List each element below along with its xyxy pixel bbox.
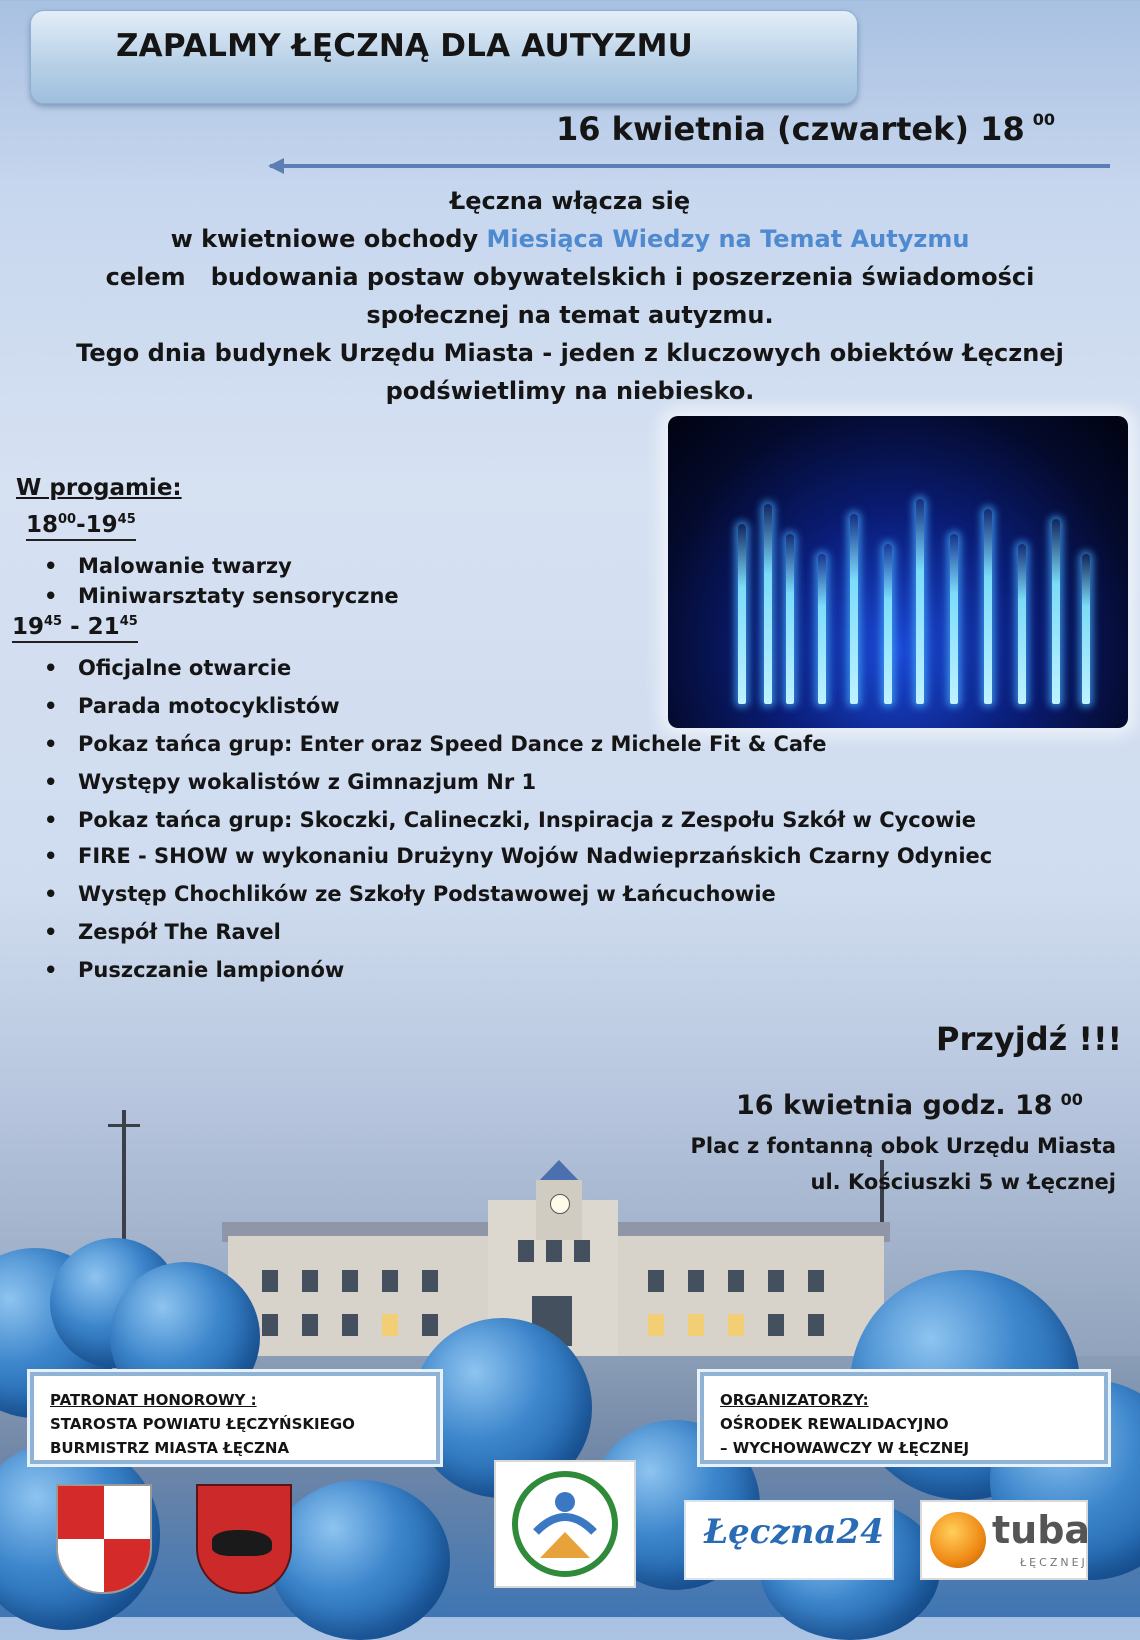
program-item [44,694,340,718]
patronage-heading: PATRONAT HONOROWY : [50,1391,257,1409]
event-date-top-text: 16 kwietnia (czwartek) 18 [556,110,1025,148]
time-slot-sup: 00 [58,512,77,527]
program-item [44,958,344,982]
fountain-photo [668,416,1128,728]
time-slot-start: 18 [26,512,59,538]
program-item-label: Zespół The Ravel [78,920,281,944]
event-date-bottom-text: 16 kwietnia godz. 18 [736,1090,1053,1121]
event-address: ul. Kościuszki 5 w Łęcznej [810,1170,1116,1194]
program-item-label: Oficjalne otwarcie [78,656,292,680]
program-item-label: Miniwarsztaty sensoryczne [78,584,399,608]
program-item [44,882,776,906]
patronage-line: STAROSTA POWIATU ŁĘCZYŃSKIEGO [50,1415,355,1433]
program-item [44,808,976,832]
event-place: Plac z fontanną obok Urzędu Miasta [690,1134,1116,1158]
balloon [270,1480,450,1640]
program-item-label: Występy wokalistów z Gimnazjum Nr 1 [78,770,537,794]
clock-icon [550,1194,570,1214]
patronage-line: BURMISTRZ MIASTA ŁĘCZNA [50,1439,290,1457]
program-item-label: Puszczanie lampionów [78,958,345,982]
intro-line: podświetlimy na niebiesko. [385,377,755,405]
program-item-label: Pokaz tańca grup: Skoczki, Calineczki, Inspiracja z Zespołu Szkół w Cycowie [78,808,977,832]
time-slot-end: 21 [87,614,120,640]
time-slot-2 [12,614,138,643]
program-item-label: Parada motocyklistów [78,694,340,718]
intro-line: Tego dnia budynek Urzędu Miasta - jeden z kluczowych obiektów Łęcznej [76,339,1064,367]
program-item [44,770,536,794]
program-item-label: Malowanie twarzy [78,554,292,578]
intro-line: celem budowania postaw obywatelskich i poszerzenia świadomości [105,263,1035,291]
time-slot-sup: 45 [117,512,136,527]
center-emblem-icon [496,1462,634,1586]
leczna24-logo [684,1500,894,1580]
tuba-ball-icon [930,1512,986,1568]
time-slot-sup: 45 [44,614,63,629]
tuba-logo [920,1500,1091,1580]
program-item [44,656,291,680]
intro-line: społecznej na temat autyzmu. [366,301,774,329]
come-callout: Przyjdź !!! [936,1020,1123,1058]
intro-line-part: w kwietniowe obchody [170,225,487,253]
time-slot-end: 19 [85,512,118,538]
intro-line [0,220,1140,258]
event-date-bottom-sup: 00 [1060,1090,1083,1109]
event-date-top-hour-sup: 00 [1032,110,1055,129]
time-slot-sep: - [76,512,86,538]
time-slot-sep: - [62,614,88,640]
time-slot-sup: 45 [119,614,138,629]
organizers-heading: ORGANIZATORZY: [720,1391,869,1409]
time-slot-start: 19 [12,614,45,640]
boar-icon [212,1530,272,1556]
event-date-top [556,110,1055,148]
time-slot-1 [26,512,136,541]
program-item [44,920,281,944]
arrow-left-icon [268,158,284,174]
tuba-logo-subtext: ŁĘCZNEJ [1020,1556,1088,1569]
program-item [44,554,292,578]
arrow-divider [270,164,1110,168]
program-item-label: FIRE - SHOW w wykonaniu Drużyny Wojów Nadwieprzańskich Czarny Odyniec [78,844,993,868]
program-heading: W progamie: [16,475,182,501]
program-item-label: Pokaz tańca grup: Enter oraz Speed Dance z Michele Fit & Cafe [78,732,827,756]
organizers-line: – WYCHOWAWCZY W ŁĘCZNEJ [720,1439,970,1457]
organizers-line: OŚRODEK REWALIDACYJNO [720,1415,949,1433]
intro-line: Łęczna włącza się [449,187,691,215]
intro-text [0,182,1140,410]
program-item [44,732,826,756]
organizer-center-logo [494,1460,636,1588]
lamp-arm [108,1124,140,1127]
program-item-label: Występ Chochlików ze Szkoły Podstawowej w Łańcuchowie [78,882,776,906]
tuba-logo-text: tuba [992,1508,1091,1552]
program-item [44,584,399,608]
program-item [44,844,992,868]
town-crest-boar-logo [196,1484,292,1594]
county-crest-logo [56,1484,152,1594]
leczna24-logo-text: Łęczna24 [704,1512,884,1552]
organizers-box [700,1372,1108,1464]
patronage-box [30,1372,440,1464]
autism-month-highlight: Miesiąca Wiedzy na Temat Autyzmu [486,225,970,253]
poster-title: ZAPALMY ŁĘCZNĄ DLA AUTYZMU [116,28,693,64]
event-date-bottom [736,1090,1083,1121]
